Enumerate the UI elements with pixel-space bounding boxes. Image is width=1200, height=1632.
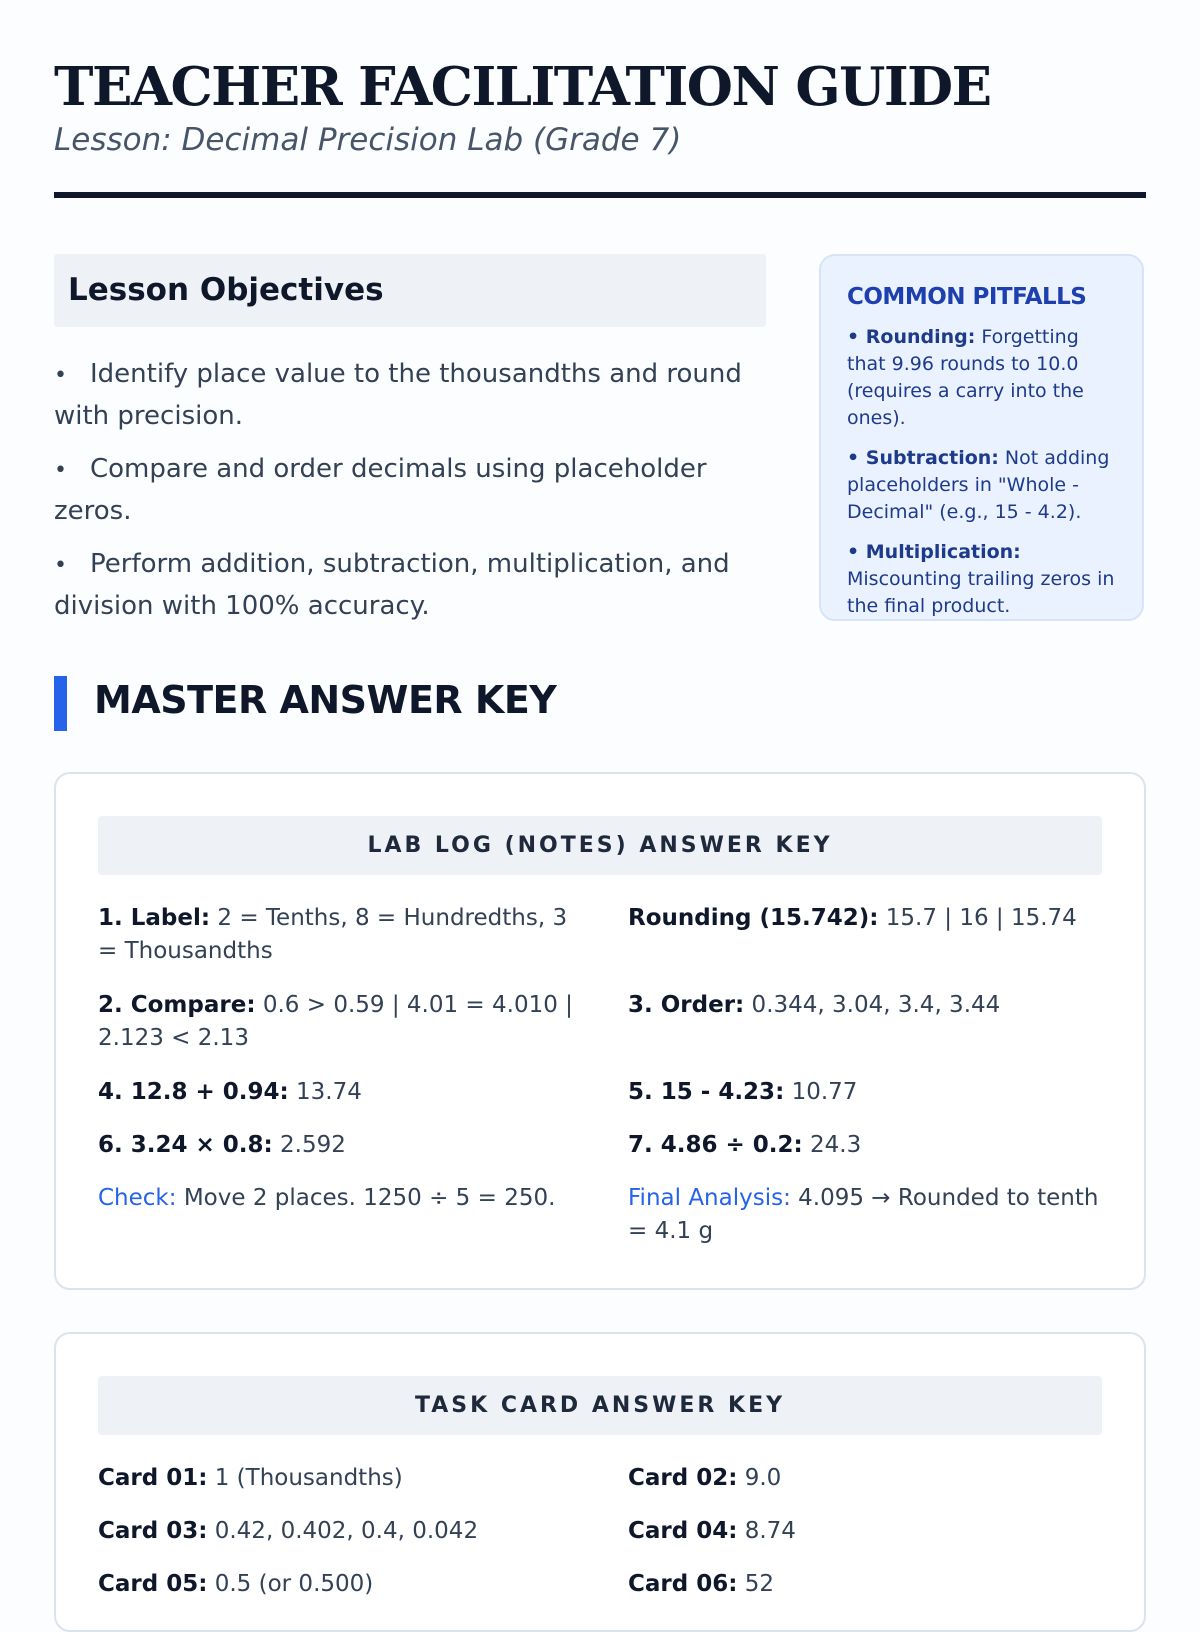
title-divider <box>54 192 1146 198</box>
answer-row: 5. 15 - 4.23: 10.77 <box>628 1079 858 1105</box>
answer-row: 3. Order: 0.344, 3.04, 3.4, 3.44 <box>628 992 1001 1018</box>
task-card-heading: TASK CARD ANSWER KEY <box>98 1376 1102 1435</box>
bullet-icon: • <box>54 363 67 388</box>
answer-row: Card 02: 9.0 <box>628 1465 782 1491</box>
answer-row: Card 05: 0.5 (or 0.500) <box>98 1571 374 1597</box>
pitfall-item: • Subtraction: Not adding placeholders in "Whole - Decimal" (e.g., 15 - 4.2). <box>847 447 1110 523</box>
lab-log-card <box>54 772 1146 1290</box>
pitfall-item: • Rounding: Forgetting that 9.96 rounds to 10.0 (requires a carry into the ones). <box>847 326 1084 429</box>
answer-row: Card 04: 8.74 <box>628 1518 796 1544</box>
answer-row: Final Analysis: 4.095 → Rounded to tenth = 4.1 g <box>628 1185 1099 1244</box>
pitfalls-callout <box>819 254 1144 621</box>
pitfalls-title: COMMON PITFALLS <box>847 284 1087 310</box>
lab-log-heading: LAB LOG (NOTES) ANSWER KEY <box>98 816 1102 875</box>
answer-row: Card 06: 52 <box>628 1571 774 1597</box>
answer-row: 7. 4.86 ÷ 0.2: 24.3 <box>628 1132 862 1158</box>
answer-row: 1. Label: 2 = Tenths, 8 = Hundredths, 3 = Thousandths <box>98 905 568 964</box>
page-title: TEACHER FACILITATION GUIDE <box>54 56 991 118</box>
page-subtitle: Lesson: Decimal Precision Lab (Grade 7) <box>54 122 682 158</box>
objective-item: • Perform addition, subtraction, multiplication, and division with 100% accuracy. <box>54 544 766 626</box>
bullet-icon: • <box>54 458 67 483</box>
answer-row: 4. 12.8 + 0.94: 13.74 <box>98 1079 362 1105</box>
objectives-heading: Lesson Objectives <box>68 272 384 308</box>
answer-row: Card 01: 1 (Thousandths) <box>98 1465 403 1491</box>
objective-item: • Identify place value to the thousandths and round with precision. <box>54 354 766 436</box>
answer-key-title: MASTER ANSWER KEY <box>94 678 557 722</box>
bullet-icon: • <box>54 553 67 578</box>
answer-row: Card 03: 0.42, 0.402, 0.4, 0.042 <box>98 1518 479 1544</box>
section-accent-bar <box>54 676 67 731</box>
answer-row: 2. Compare: 0.6 > 0.59 | 4.01 = 4.010 | 2.123 < 2.13 <box>98 992 573 1051</box>
answer-row: Check: Move 2 places. 1250 ÷ 5 = 250. <box>98 1185 556 1211</box>
pitfall-item: • Multiplication: Miscounting trailing zeros in the final product. <box>847 541 1115 617</box>
objective-item: • Compare and order decimals using placeholder zeros. <box>54 449 766 531</box>
answer-row: Rounding (15.742): 15.7 | 16 | 15.74 <box>628 905 1077 931</box>
objectives-list <box>54 354 766 639</box>
objectives-header <box>54 254 766 327</box>
answer-row: 6. 3.24 × 0.8: 2.592 <box>98 1132 346 1158</box>
task-card-key-card <box>54 1332 1146 1632</box>
